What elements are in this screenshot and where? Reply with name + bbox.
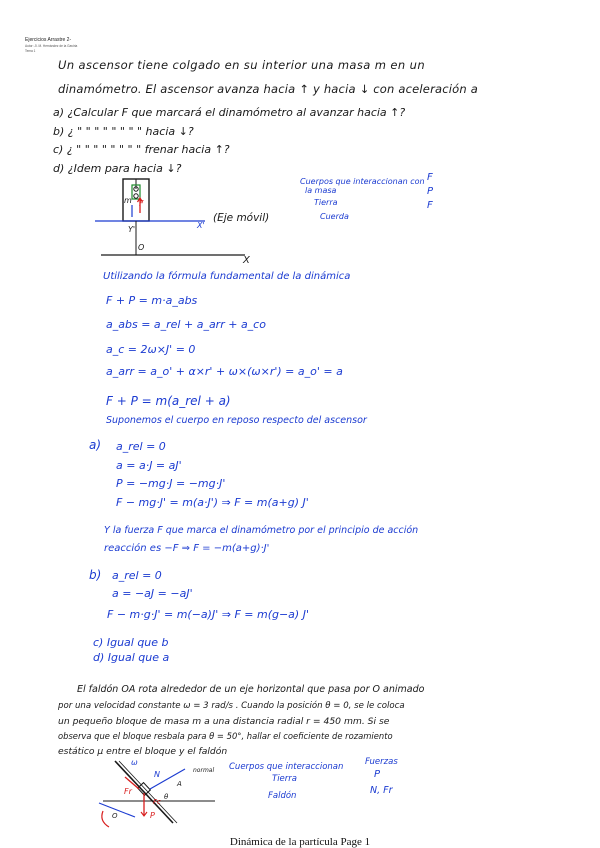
p2-table-header: Cuerpos que interaccionan — [229, 762, 344, 772]
solution-line-6: F + P = m(a_rel + a) — [106, 394, 231, 408]
p2-table-body-2: Faldón — [268, 791, 297, 801]
part-a-line-4: F − mg·J' = m(a·J') ⇒ F = m(a+g) J' — [116, 496, 309, 509]
arm-label-p: P — [150, 811, 155, 820]
p1-forces-force-1: F — [427, 172, 433, 183]
arm-label-o: O — [112, 812, 118, 820]
part-b-line-1: a_rel = 0 — [112, 569, 162, 582]
part-c-line: c) Igual que b — [93, 636, 169, 649]
elevator-force-label: F — [139, 199, 144, 208]
solution-line-3: a_abs = a_rel + a_arr + a_co — [106, 318, 266, 331]
arm-label-a: A — [177, 780, 182, 788]
p2-table-force-2: N, Fr — [370, 785, 393, 796]
p2-statement-line-1: El faldón OA rota alrededor de un eje horizontal que pasa por O animado — [77, 684, 425, 695]
solution-line-1: Utilizando la fórmula fundamental de la dinámica — [103, 271, 351, 282]
p1-forces-body-2: Tierra — [314, 198, 338, 207]
p1-statement-line-2: dinamómetro. El ascensor avanza hacia ↑ y hacia ↓ con aceleración a — [58, 82, 479, 96]
axis-x-label: X — [243, 255, 250, 266]
arm-label-theta: θ — [164, 793, 169, 801]
part-a-line-3: P = −mg·J = −mg·J' — [116, 477, 226, 490]
elevator-mass-label: m — [124, 196, 132, 205]
p2-table-forces-header: Fuerzas — [365, 757, 398, 767]
p1-forces-header: Cuerpos que interaccionan con — [300, 177, 425, 186]
p1-question-d: d) ¿Idem para hacia ↓? — [53, 162, 182, 175]
axis-x-prime-label: X' — [197, 221, 205, 230]
p2-statement-line-2: por una velocidad constante ω = 3 rad/s . Cuando la posición θ = 0, se le coloca — [58, 701, 405, 711]
arm-label-fr: Fr — [124, 787, 132, 796]
part-b-line-2: a = −aJ = −aJ' — [112, 587, 193, 600]
p1-forces-body-1: la masa — [305, 186, 337, 195]
solution-line-4: a_c = 2ω×J' = 0 — [106, 343, 196, 356]
header-subtitle-2: Tema 1 — [25, 49, 36, 53]
solution-line-5: a_arr = a_o' + α×r' + ω×(ω×r') = a_o' = a — [106, 365, 343, 378]
part-a-conclusion-1: Y la fuerza F que marca el dinamómetro por el principio de acción — [104, 525, 419, 536]
p2-statement-line-4: observa que el bloque resbala para θ = 50°, hallar el coeficiente de rozamiento — [58, 731, 393, 741]
p1-forces-force-2: P — [427, 186, 434, 197]
part-d-line: d) Igual que a — [93, 651, 170, 664]
solution-line-7: Suponemos el cuerpo en reposo respecto del ascensor — [106, 415, 367, 426]
p1-forces-body-3: Cuerda — [320, 212, 349, 221]
p1-question-b: b) ¿ " " " " " " " " hacia ↓? — [53, 125, 194, 138]
p1-forces-force-3: F — [427, 200, 433, 211]
solution-line-2: F + P = m·a_abs — [106, 294, 198, 307]
p2-statement-line-5: estático μ entre el bloque y el faldón — [58, 746, 228, 757]
p1-question-a: a) ¿Calcular F que marcará el dinamómetro al avanzar hacia ↑? — [53, 106, 406, 119]
header-title: Ejercicios Arrastre 2- — [25, 37, 72, 43]
part-b-label: b) — [89, 568, 102, 582]
header-subtitle: Autor: Jl. M. Hernández de la Gaviria — [25, 44, 78, 48]
p2-statement-line-3: un pequeño bloque de masa m a una distancia radial r = 450 mm. Si se — [58, 716, 390, 727]
part-a-line-2: a = a·J = aJ' — [116, 459, 182, 472]
page-footer: Dinámica de la partícula Page 1 — [229, 836, 371, 848]
arm-label-n: N — [154, 770, 160, 779]
axis-y-prime-label: Y' — [128, 225, 136, 234]
p1-question-c: c) ¿ " " " " " " " " frenar hacia ↑? — [53, 143, 230, 156]
arm-label-omega: ω — [131, 758, 138, 767]
p1-statement-line-1: Un ascensor tiene colgado en su interior una masa m en un — [58, 58, 426, 72]
arm-label-normal: normal — [193, 767, 215, 774]
arm-label-fc: Fc — [153, 798, 161, 806]
p2-table-body-1: Tierra — [272, 774, 297, 784]
axis-origin-label: O — [138, 243, 145, 252]
part-b-line-3: F − m·g·J' = m(−a)J' ⇒ F = m(g−a) J' — [107, 608, 309, 621]
part-a-conclusion-2: reacción es −F ⇒ F = −m(a+g)·J' — [104, 543, 270, 554]
part-a-label: a) — [89, 438, 102, 452]
axis-moving-label: (Eje móvil) — [213, 212, 270, 224]
p2-table-force-1: P — [374, 769, 381, 780]
part-a-line-1: a_rel = 0 — [116, 440, 166, 453]
